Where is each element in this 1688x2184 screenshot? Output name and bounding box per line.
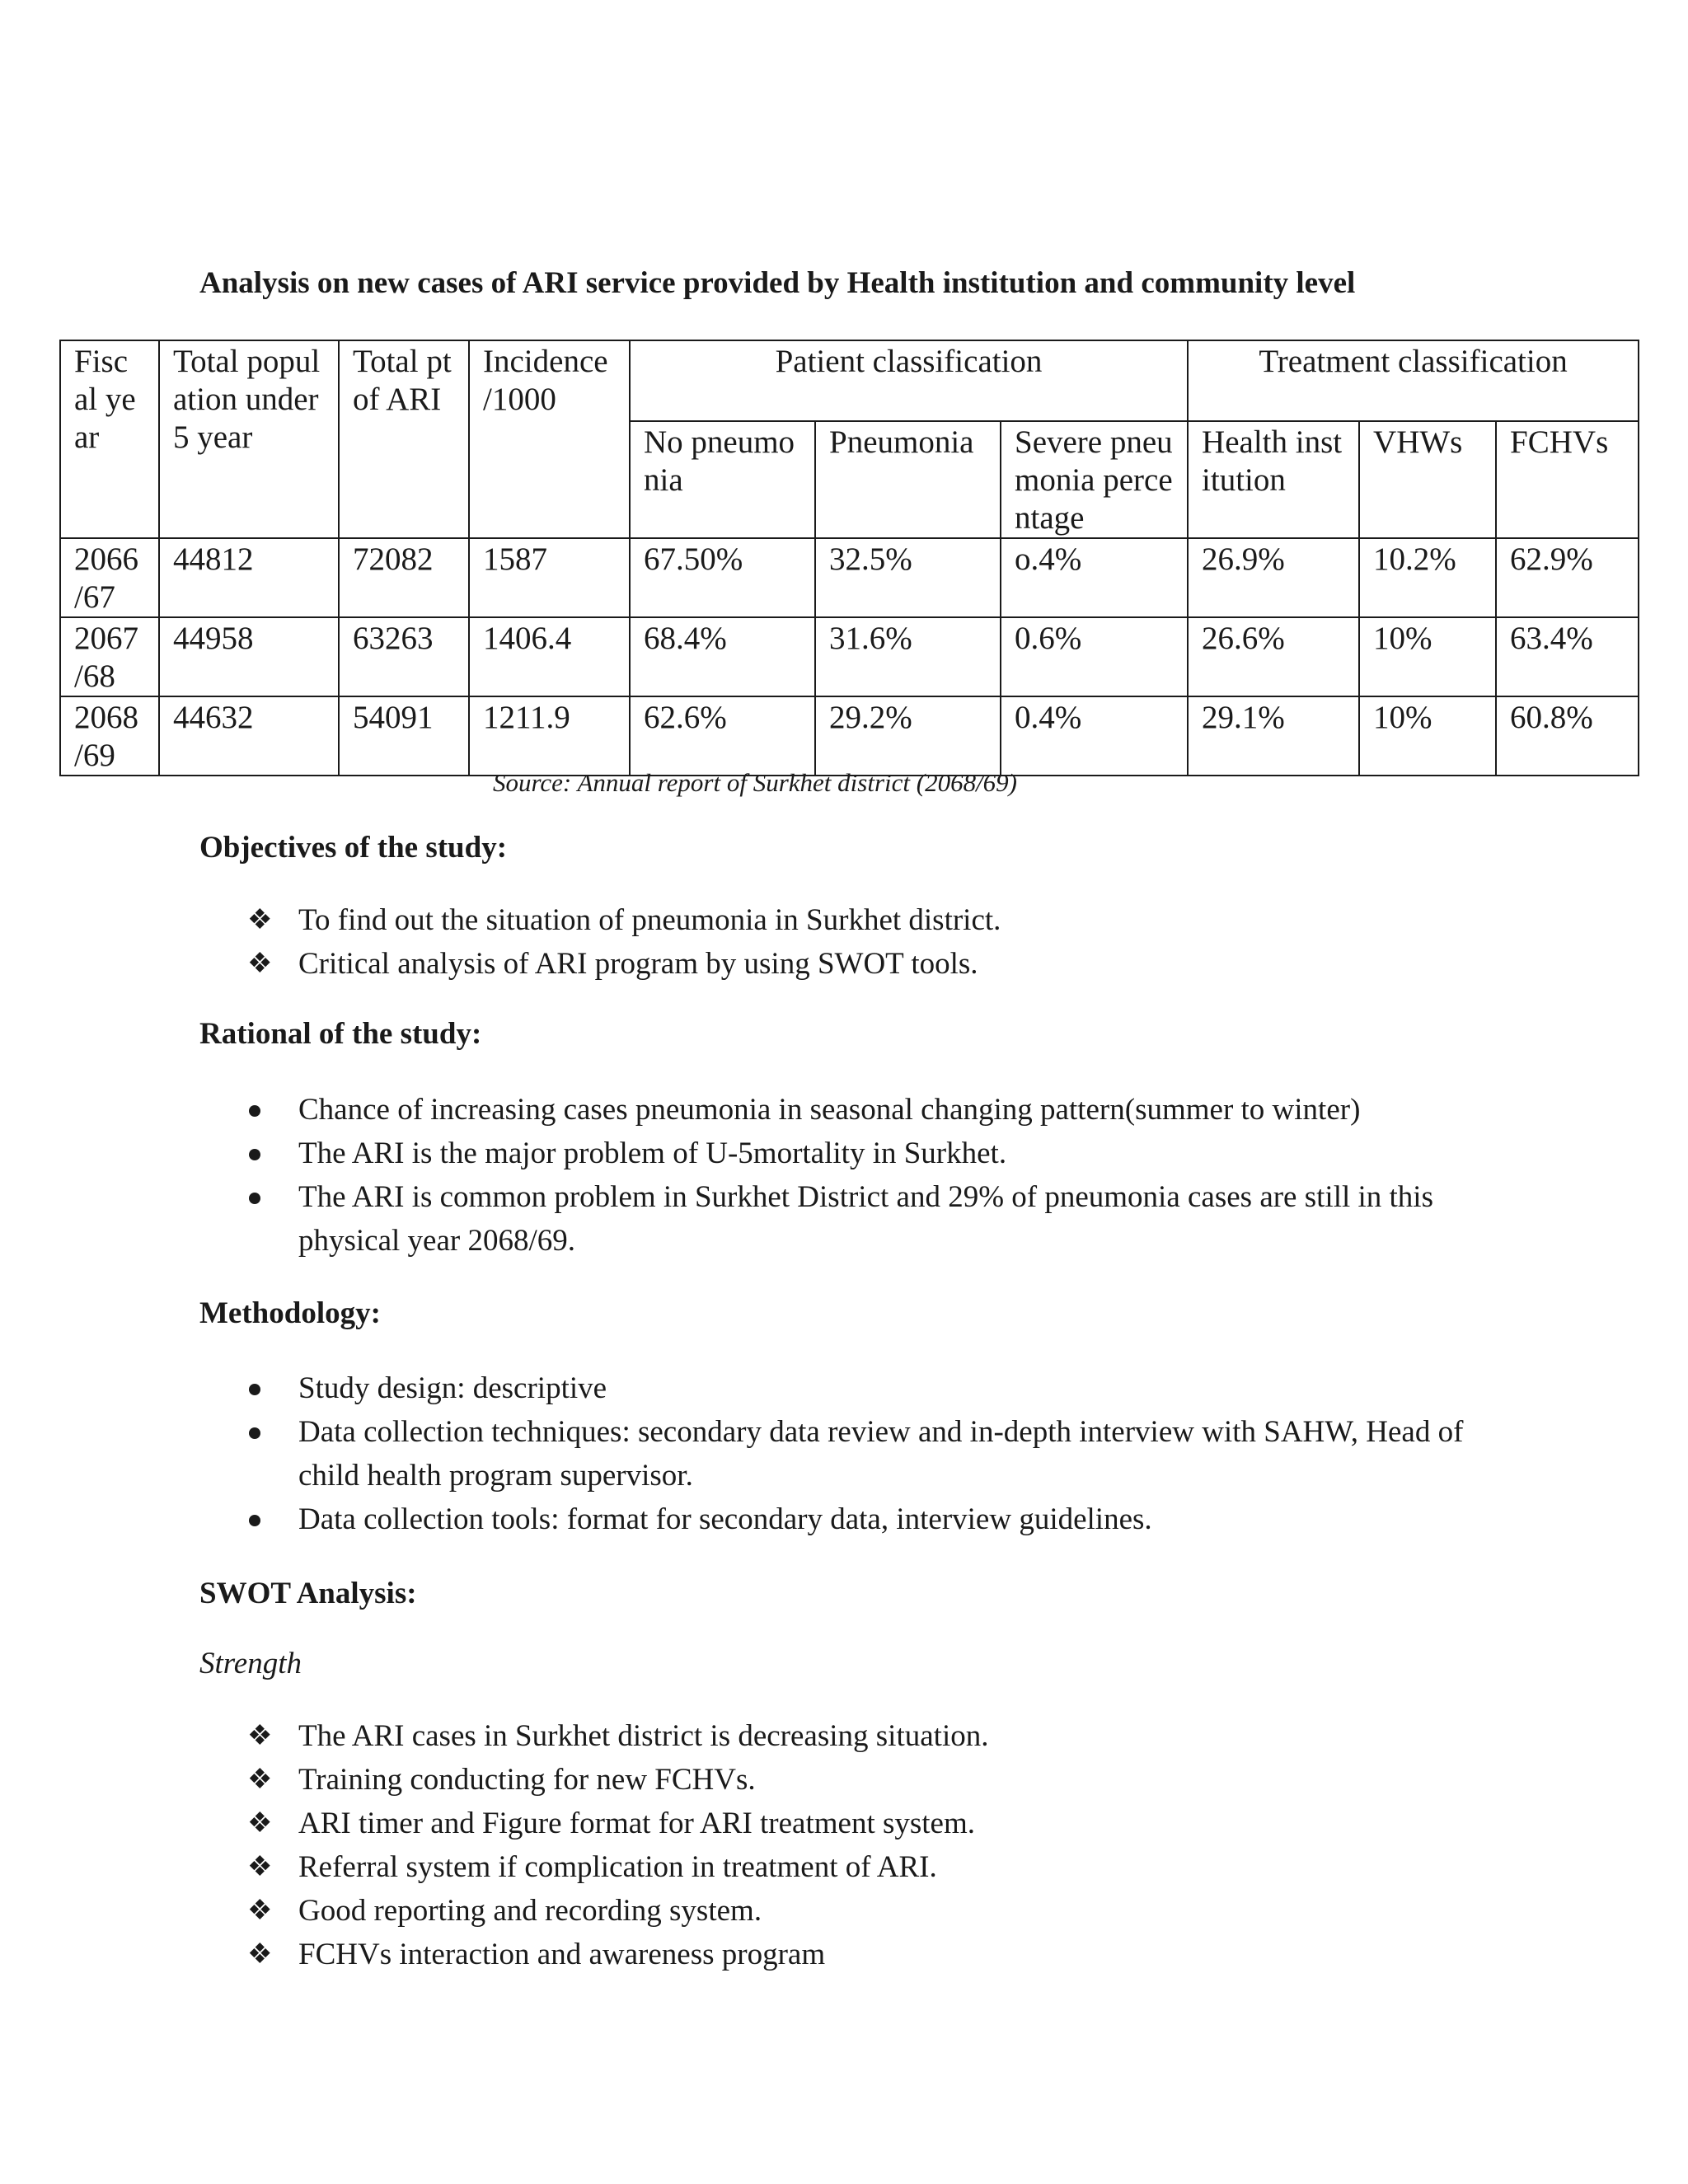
- diamond-bullet-icon: ❖: [247, 1721, 273, 1751]
- cell-fchvs: 60.8%: [1496, 696, 1639, 776]
- list-item: [0, 1889, 1493, 1933]
- cell-vhws: 10.2%: [1359, 538, 1496, 617]
- cell-vhws: 10%: [1359, 696, 1496, 776]
- list-item: [0, 1802, 1493, 1845]
- rational-heading: Rational of the study:: [199, 1017, 482, 1051]
- list-item: [0, 1758, 1493, 1802]
- list-item-text: To find out the situation of pneumonia in Surkhet district.: [298, 903, 1001, 937]
- list-item-text: Training conducting for new FCHVs.: [298, 1763, 756, 1797]
- list-item-text: Critical analysis of ARI program by using SWOT tools.: [298, 947, 978, 981]
- diamond-bullet-icon: ❖: [247, 1896, 273, 1926]
- list-item: [0, 898, 1493, 942]
- methodology-list: [0, 1366, 1493, 1541]
- ari-analysis-table: [59, 340, 1639, 776]
- cell-severe: 0.6%: [1001, 617, 1188, 696]
- bullet-icon: [249, 1105, 260, 1117]
- cell-health-institution: 26.6%: [1188, 617, 1359, 696]
- rational-list: [0, 1088, 1493, 1263]
- list-item: [0, 1933, 1493, 1976]
- diamond-bullet-icon: ❖: [247, 905, 273, 935]
- diamond-bullet-icon: ❖: [247, 1939, 273, 1970]
- header-no-pneumonia: No pneumonia: [630, 421, 815, 538]
- cell-fiscal-year: 2066 /67: [60, 538, 159, 617]
- table-row: [60, 617, 1639, 696]
- table-row: [60, 696, 1639, 776]
- bullet-icon: [249, 1515, 260, 1526]
- header-pneumonia: Pneumonia: [815, 421, 1001, 538]
- cell-health-institution: 29.1%: [1188, 696, 1359, 776]
- cell-fchvs: 63.4%: [1496, 617, 1639, 696]
- strength-subheading: Strength: [199, 1647, 302, 1680]
- header-fiscal-year: Fisc al year: [60, 340, 159, 538]
- table-header-row: [60, 340, 1639, 421]
- diamond-bullet-icon: ❖: [247, 1852, 273, 1882]
- list-item-text: The ARI cases in Surkhet district is decreasing situation.: [298, 1719, 989, 1753]
- header-incidence: Incidence /1000: [469, 340, 630, 538]
- list-item-text: Data collection tools: format for secondary data, interview guidelines.: [298, 1502, 1152, 1536]
- header-health-institution: Health institution: [1188, 421, 1359, 538]
- cell-total-pt: 54091: [339, 696, 469, 776]
- bullet-icon: [249, 1149, 260, 1160]
- list-item-text: ARI timer and Figure format for ARI treatment system.: [298, 1807, 976, 1840]
- list-item: [0, 1132, 1493, 1175]
- cell-total-pt: 72082: [339, 538, 469, 617]
- cell-population: 44958: [159, 617, 339, 696]
- header-total-population: Total population under5 year: [159, 340, 339, 538]
- strength-list: [0, 1714, 1493, 1976]
- header-treatment-classification: Treatment classification: [1188, 340, 1639, 421]
- methodology-heading: Methodology:: [199, 1296, 381, 1330]
- swot-heading: SWOT Analysis:: [199, 1577, 417, 1610]
- list-item-text: FCHVs interaction and awareness program: [298, 1938, 826, 1971]
- diamond-bullet-icon: ❖: [247, 1808, 273, 1839]
- header-total-pt: Total pt of ARI: [339, 340, 469, 538]
- list-item-text: Good reporting and recording system.: [298, 1894, 762, 1928]
- diamond-bullet-icon: ❖: [247, 949, 273, 979]
- cell-fiscal-year: 2068 /69: [60, 696, 159, 776]
- list-item: [0, 1175, 1493, 1263]
- cell-fchvs: 62.9%: [1496, 538, 1639, 617]
- bullet-icon: [249, 1384, 260, 1395]
- cell-pneumonia: 29.2%: [815, 696, 1001, 776]
- cell-severe: 0.4%: [1001, 696, 1188, 776]
- cell-total-pt: 63263: [339, 617, 469, 696]
- table-source-note: Source: Annual report of Surkhet district (2068/69): [493, 768, 1017, 797]
- cell-severe: o.4%: [1001, 538, 1188, 617]
- bullet-icon: [249, 1427, 260, 1439]
- list-item: [0, 1088, 1493, 1132]
- header-fchvs: FCHVs: [1496, 421, 1639, 538]
- list-item-text: Chance of increasing cases pneumonia in seasonal changing pattern(summer to winter): [298, 1093, 1361, 1127]
- list-item: [0, 1845, 1493, 1889]
- cell-no-pneumonia: 67.50%: [630, 538, 815, 617]
- objectives-heading: Objectives of the study:: [199, 831, 508, 865]
- cell-incidence: 1211.9: [469, 696, 630, 776]
- cell-incidence: 1406.4: [469, 617, 630, 696]
- diamond-bullet-icon: ❖: [247, 1765, 273, 1795]
- cell-fiscal-year: 2067 /68: [60, 617, 159, 696]
- header-vhws: VHWs: [1359, 421, 1496, 538]
- cell-no-pneumonia: 62.6%: [630, 696, 815, 776]
- list-item: [0, 1410, 1493, 1497]
- header-severe-pneumonia: Severe pneumonia percentage: [1001, 421, 1188, 538]
- list-item: [0, 1497, 1493, 1541]
- list-item: [0, 942, 1493, 986]
- header-patient-classification: Patient classification: [630, 340, 1188, 421]
- list-item-text: The ARI is the major problem of U-5mortality in Surkhet.: [298, 1137, 1007, 1170]
- cell-pneumonia: 32.5%: [815, 538, 1001, 617]
- cell-incidence: 1587: [469, 538, 630, 617]
- page-title: Analysis on new cases of ARI service provided by Health institution and community level: [199, 266, 1356, 300]
- bullet-icon: [249, 1193, 260, 1204]
- list-item-text: Referral system if complication in treatment of ARI.: [298, 1850, 937, 1884]
- cell-population: 44812: [159, 538, 339, 617]
- list-item: [0, 1366, 1493, 1410]
- cell-vhws: 10%: [1359, 617, 1496, 696]
- cell-population: 44632: [159, 696, 339, 776]
- objectives-list: [0, 898, 1493, 986]
- list-item-text: Study design: descriptive: [298, 1371, 607, 1405]
- list-item-text: Data collection techniques: secondary data review and in-depth interview with SAHW, Head of child health program supervisor.: [298, 1415, 1464, 1493]
- list-item: [0, 1714, 1493, 1758]
- list-item-text: The ARI is common problem in Surkhet District and 29% of pneumonia cases are still in this physical year 2068/69.: [298, 1180, 1433, 1258]
- cell-health-institution: 26.9%: [1188, 538, 1359, 617]
- cell-no-pneumonia: 68.4%: [630, 617, 815, 696]
- cell-pneumonia: 31.6%: [815, 617, 1001, 696]
- table-row: [60, 538, 1639, 617]
